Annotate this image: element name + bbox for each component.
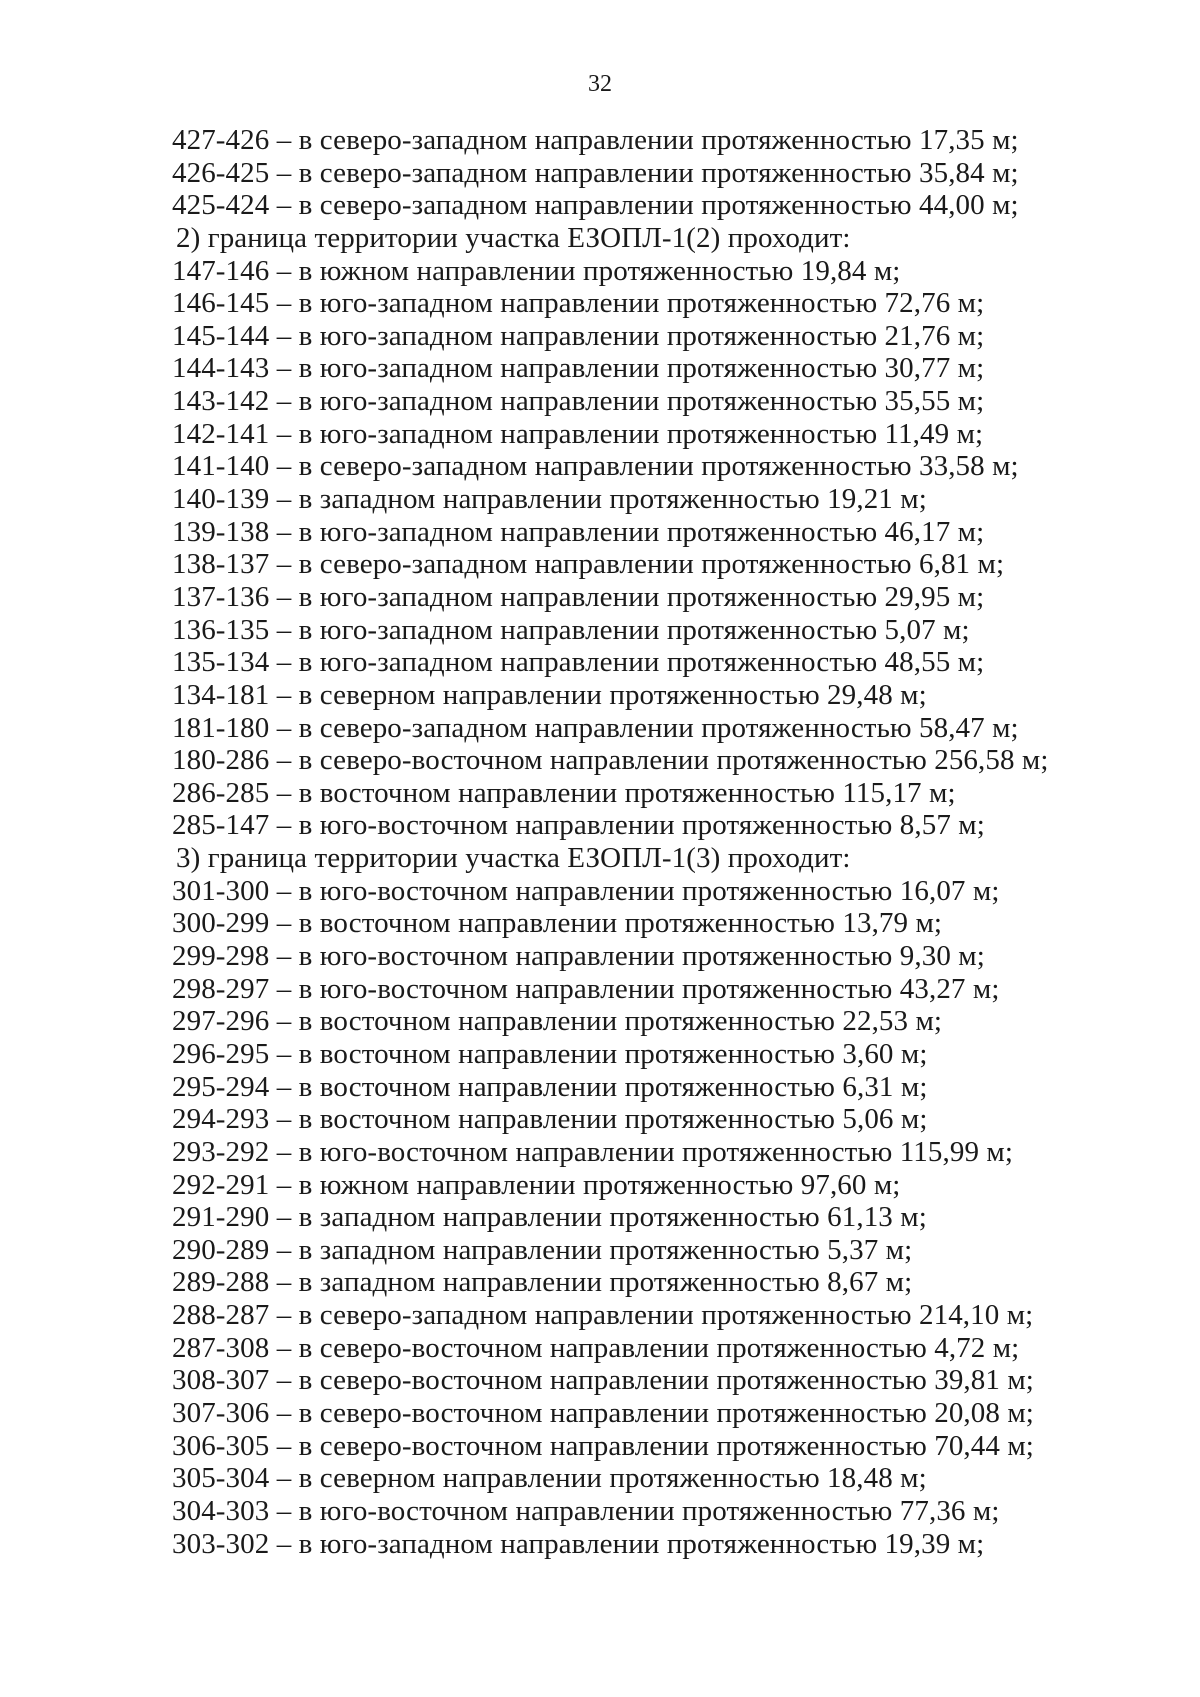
boundary-segment-line: 307-306 – в северо-восточном направлении протяженностью 20,08 м; [172, 1396, 1034, 1429]
boundary-segment-line: 303-302 – в юго-западном направлении протяженностью 19,39 м; [172, 1527, 985, 1560]
boundary-segment-line: 291-290 – в западном направлении протяженностью 61,13 м; [172, 1201, 927, 1234]
boundary-segment-line: 292-291 – в южном направлении протяженностью 97,60 м; [172, 1168, 901, 1201]
boundary-description [172, 124, 1182, 1560]
boundary-segment-line: 136-135 – в юго-западном направлении протяженностью 5,07 м; [172, 613, 970, 646]
boundary-segment-line: 137-136 – в юго-западном направлении протяженностью 29,95 м; [172, 580, 985, 613]
page-number: 32 [588, 71, 612, 97]
boundary-segment-line: 290-289 – в западном направлении протяженностью 5,37 м; [172, 1233, 913, 1266]
boundary-segment-line: 144-143 – в юго-западном направлении протяженностью 30,77 м; [172, 352, 985, 385]
section-heading: 2) граница территории участка ЕЗОПЛ-1(2) проходит: [176, 221, 851, 254]
boundary-segment-line: 296-295 – в восточном направлении протяженностью 3,60 м; [172, 1037, 928, 1070]
boundary-segment-line: 138-137 – в северо-западном направлении протяженностью 6,81 м; [172, 548, 1005, 581]
section-heading: 3) граница территории участка ЕЗОПЛ-1(3) проходит: [176, 842, 851, 875]
boundary-segment-line: 301-300 – в юго-восточном направлении протяженностью 16,07 м; [172, 874, 1000, 907]
boundary-segment-line: 304-303 – в юго-восточном направлении протяженностью 77,36 м; [172, 1494, 1000, 1527]
boundary-segment-line: 286-285 – в восточном направлении протяженностью 115,17 м; [172, 776, 956, 809]
boundary-segment-line: 289-288 – в западном направлении протяженностью 8,67 м; [172, 1266, 913, 1299]
boundary-segment-line: 135-134 – в юго-западном направлении протяженностью 48,55 м; [172, 646, 985, 679]
boundary-segment-line: 147-146 – в южном направлении протяженностью 19,84 м; [172, 254, 901, 287]
boundary-segment-line: 305-304 – в северном направлении протяженностью 18,48 м; [172, 1462, 927, 1495]
boundary-segment-line: 306-305 – в северо-восточном направлении протяженностью 70,44 м; [172, 1429, 1034, 1462]
boundary-segment-line: 146-145 – в юго-западном направлении протяженностью 72,76 м; [172, 287, 985, 320]
boundary-segment-line: 287-308 – в северо-восточном направлении протяженностью 4,72 м; [172, 1331, 1020, 1364]
boundary-segment-line: 308-307 – в северо-восточном направлении протяженностью 39,81 м; [172, 1364, 1034, 1397]
boundary-segment-line: 299-298 – в юго-восточном направлении протяженностью 9,30 м; [172, 940, 985, 973]
boundary-segment-line: 134-181 – в северном направлении протяженностью 29,48 м; [172, 678, 927, 711]
boundary-segment-line: 425-424 – в северо-западном направлении протяженностью 44,00 м; [172, 189, 1019, 222]
boundary-segment-line: 140-139 – в западном направлении протяженностью 19,21 м; [172, 483, 927, 516]
boundary-segment-line: 288-287 – в северо-западном направлении протяженностью 214,10 м; [172, 1299, 1034, 1332]
boundary-segment-line: 180-286 – в северо-восточном направлении протяженностью 256,58 м; [172, 744, 1049, 777]
boundary-segment-line: 427-426 – в северо-западном направлении протяженностью 17,35 м; [172, 124, 1019, 156]
boundary-segment-line: 139-138 – в юго-западном направлении протяженностью 46,17 м; [172, 515, 985, 548]
boundary-segment-line: 295-294 – в восточном направлении протяженностью 6,31 м; [172, 1070, 928, 1103]
boundary-segment-line: 141-140 – в северо-западном направлении протяженностью 33,58 м; [172, 450, 1019, 483]
boundary-segment-line: 298-297 – в юго-восточном направлении протяженностью 43,27 м; [172, 972, 1000, 1005]
boundary-segment-line: 294-293 – в восточном направлении протяженностью 5,06 м; [172, 1103, 928, 1136]
boundary-segment-line: 181-180 – в северо-западном направлении протяженностью 58,47 м; [172, 711, 1019, 744]
boundary-segment-line: 143-142 – в юго-западном направлении протяженностью 35,55 м; [172, 385, 985, 418]
boundary-segment-line: 426-425 – в северо-западном направлении протяженностью 35,84 м; [172, 156, 1019, 189]
boundary-segment-line: 142-141 – в юго-западном направлении протяженностью 11,49 м; [172, 417, 984, 450]
boundary-segment-line: 285-147 – в юго-восточном направлении протяженностью 8,57 м; [172, 809, 985, 842]
boundary-segment-line: 145-144 – в юго-западном направлении протяженностью 21,76 м; [172, 319, 985, 352]
boundary-segment-line: 293-292 – в юго-восточном направлении протяженностью 115,99 м; [172, 1135, 1014, 1168]
boundary-segment-line: 297-296 – в восточном направлении протяженностью 22,53 м; [172, 1005, 943, 1038]
boundary-segment-line: 300-299 – в восточном направлении протяженностью 13,79 м; [172, 907, 943, 940]
